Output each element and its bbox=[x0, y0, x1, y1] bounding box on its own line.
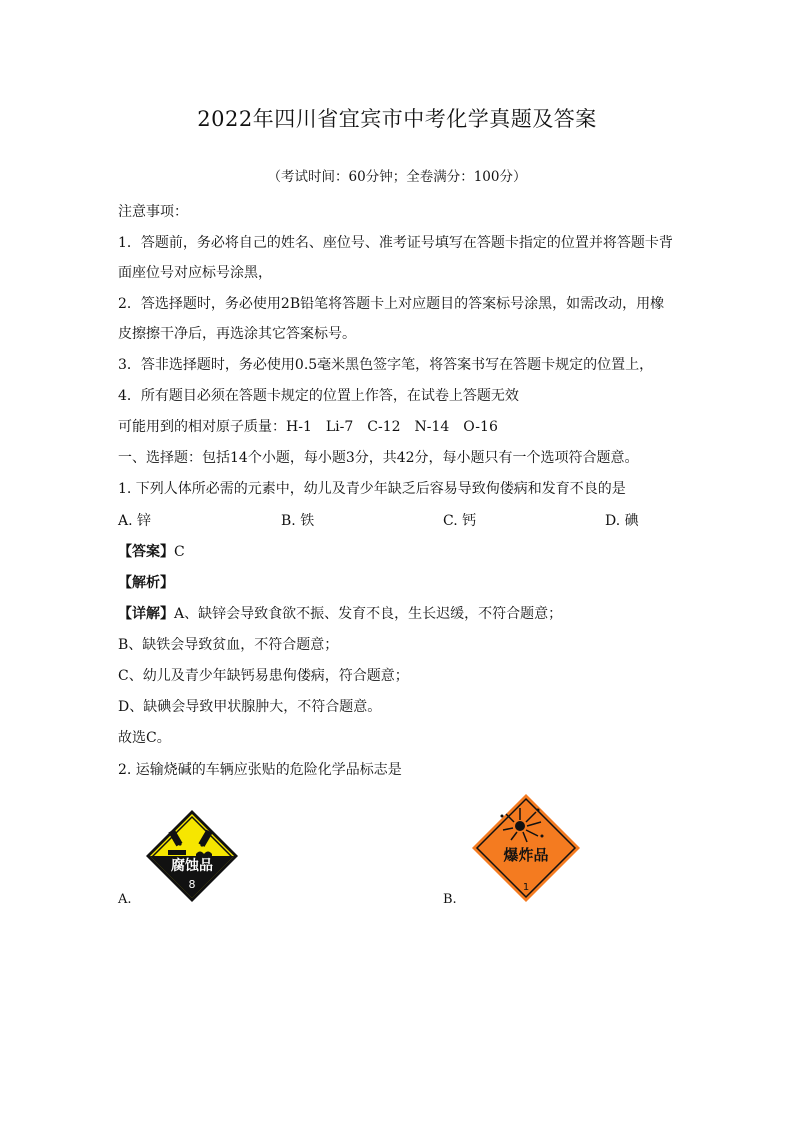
q1-detail-a bbox=[118, 603, 562, 623]
section-heading: 一、选择题：包括14个小题，每小题3分，共42分，每小题只有一个选项符合题意。 bbox=[118, 450, 639, 466]
explosive-sign-number: 1 bbox=[522, 882, 530, 893]
notice-heading: 注意事项： bbox=[118, 204, 188, 220]
answer-tag: 【答案】 bbox=[118, 544, 174, 560]
question-2-stem: 2. 运输烧碱的车辆应张贴的危险化学品标志是 bbox=[118, 762, 402, 778]
notice-item-2a: 2．答选择题时，务必使用2B铅笔将答题卡上对应题目的答案标号涂黑，如需改动，用橡 bbox=[118, 296, 665, 312]
debris-icon bbox=[541, 835, 544, 838]
detail-a-text: A、缺锌会导致食欲不振、发育不良，生长迟缓，不符合题意； bbox=[174, 606, 563, 622]
q1-option-a: A. 锌 bbox=[118, 513, 152, 529]
corrosive-sign-icon bbox=[144, 808, 240, 904]
q1-detail-c: C、幼儿及青少年缺钙易患佝偻病，符合题意； bbox=[118, 668, 409, 684]
notice-item-2b: 皮擦擦干净后，再选涂其它答案标号。 bbox=[118, 326, 356, 342]
q1-option-c: C. 钙 bbox=[443, 513, 477, 529]
notice-item-3: 3．答非选择题时，务必使用0.5毫米黑色签字笔，将答案书写在答题卡规定的位置上， bbox=[118, 357, 654, 373]
q1-answer bbox=[118, 541, 185, 561]
corrosive-sign-text: 腐蚀品 bbox=[171, 858, 213, 874]
q2-option-a-label: A. bbox=[118, 892, 132, 907]
q1-option-b: B. 铁 bbox=[281, 513, 315, 529]
detail-tag: 【详解】 bbox=[118, 606, 174, 622]
page-title: 2022年四川省宜宾市中考化学真题及答案 bbox=[197, 107, 597, 131]
q1-conclusion: 故选C。 bbox=[118, 730, 171, 746]
q1-detail-b: B、缺铁会导致贫血，不符合题意； bbox=[118, 637, 339, 653]
notice-item-1a: 1．答题前，务必将自己的姓名、座位号、准考证号填写在答题卡指定的位置并将答题卡背 bbox=[118, 235, 673, 251]
question-1-stem: 1. 下列人体所必需的元素中，幼儿及青少年缺乏后容易导致佝偻病和发育不良的是 bbox=[118, 481, 626, 497]
notice-item-4: 4．所有题目必须在答题卡规定的位置上作答，在试卷上答题无效 bbox=[118, 388, 519, 404]
drop-icon bbox=[178, 842, 181, 845]
q1-analysis-tag: 【解析】 bbox=[118, 575, 174, 591]
q1-detail-d: D、缺碘会导致甲状腺肿大，不符合题意。 bbox=[118, 699, 382, 715]
exam-info: （考试时间：60分钟；全卷满分：100分） bbox=[267, 169, 527, 185]
explosive-sign-text: 爆炸品 bbox=[503, 846, 549, 864]
atomic-mass-line: 可能用到的相对原子质量：H-1 Li-7 C-12 N-14 O-16 bbox=[118, 419, 498, 435]
drop-icon bbox=[200, 843, 203, 846]
bomb-icon bbox=[515, 821, 525, 831]
q2-option-b-label: B. bbox=[443, 892, 457, 907]
surface-left-icon bbox=[168, 850, 186, 855]
corrosive-sign-number: 8 bbox=[188, 878, 196, 891]
notice-item-1b: 面座位号对应标号涂黑， bbox=[118, 265, 272, 281]
debris-icon bbox=[537, 809, 540, 812]
debris-icon bbox=[501, 815, 504, 818]
explosive-sign-icon bbox=[470, 792, 582, 904]
q1-option-d: D. 碘 bbox=[605, 513, 639, 529]
answer-value: C bbox=[174, 544, 185, 560]
